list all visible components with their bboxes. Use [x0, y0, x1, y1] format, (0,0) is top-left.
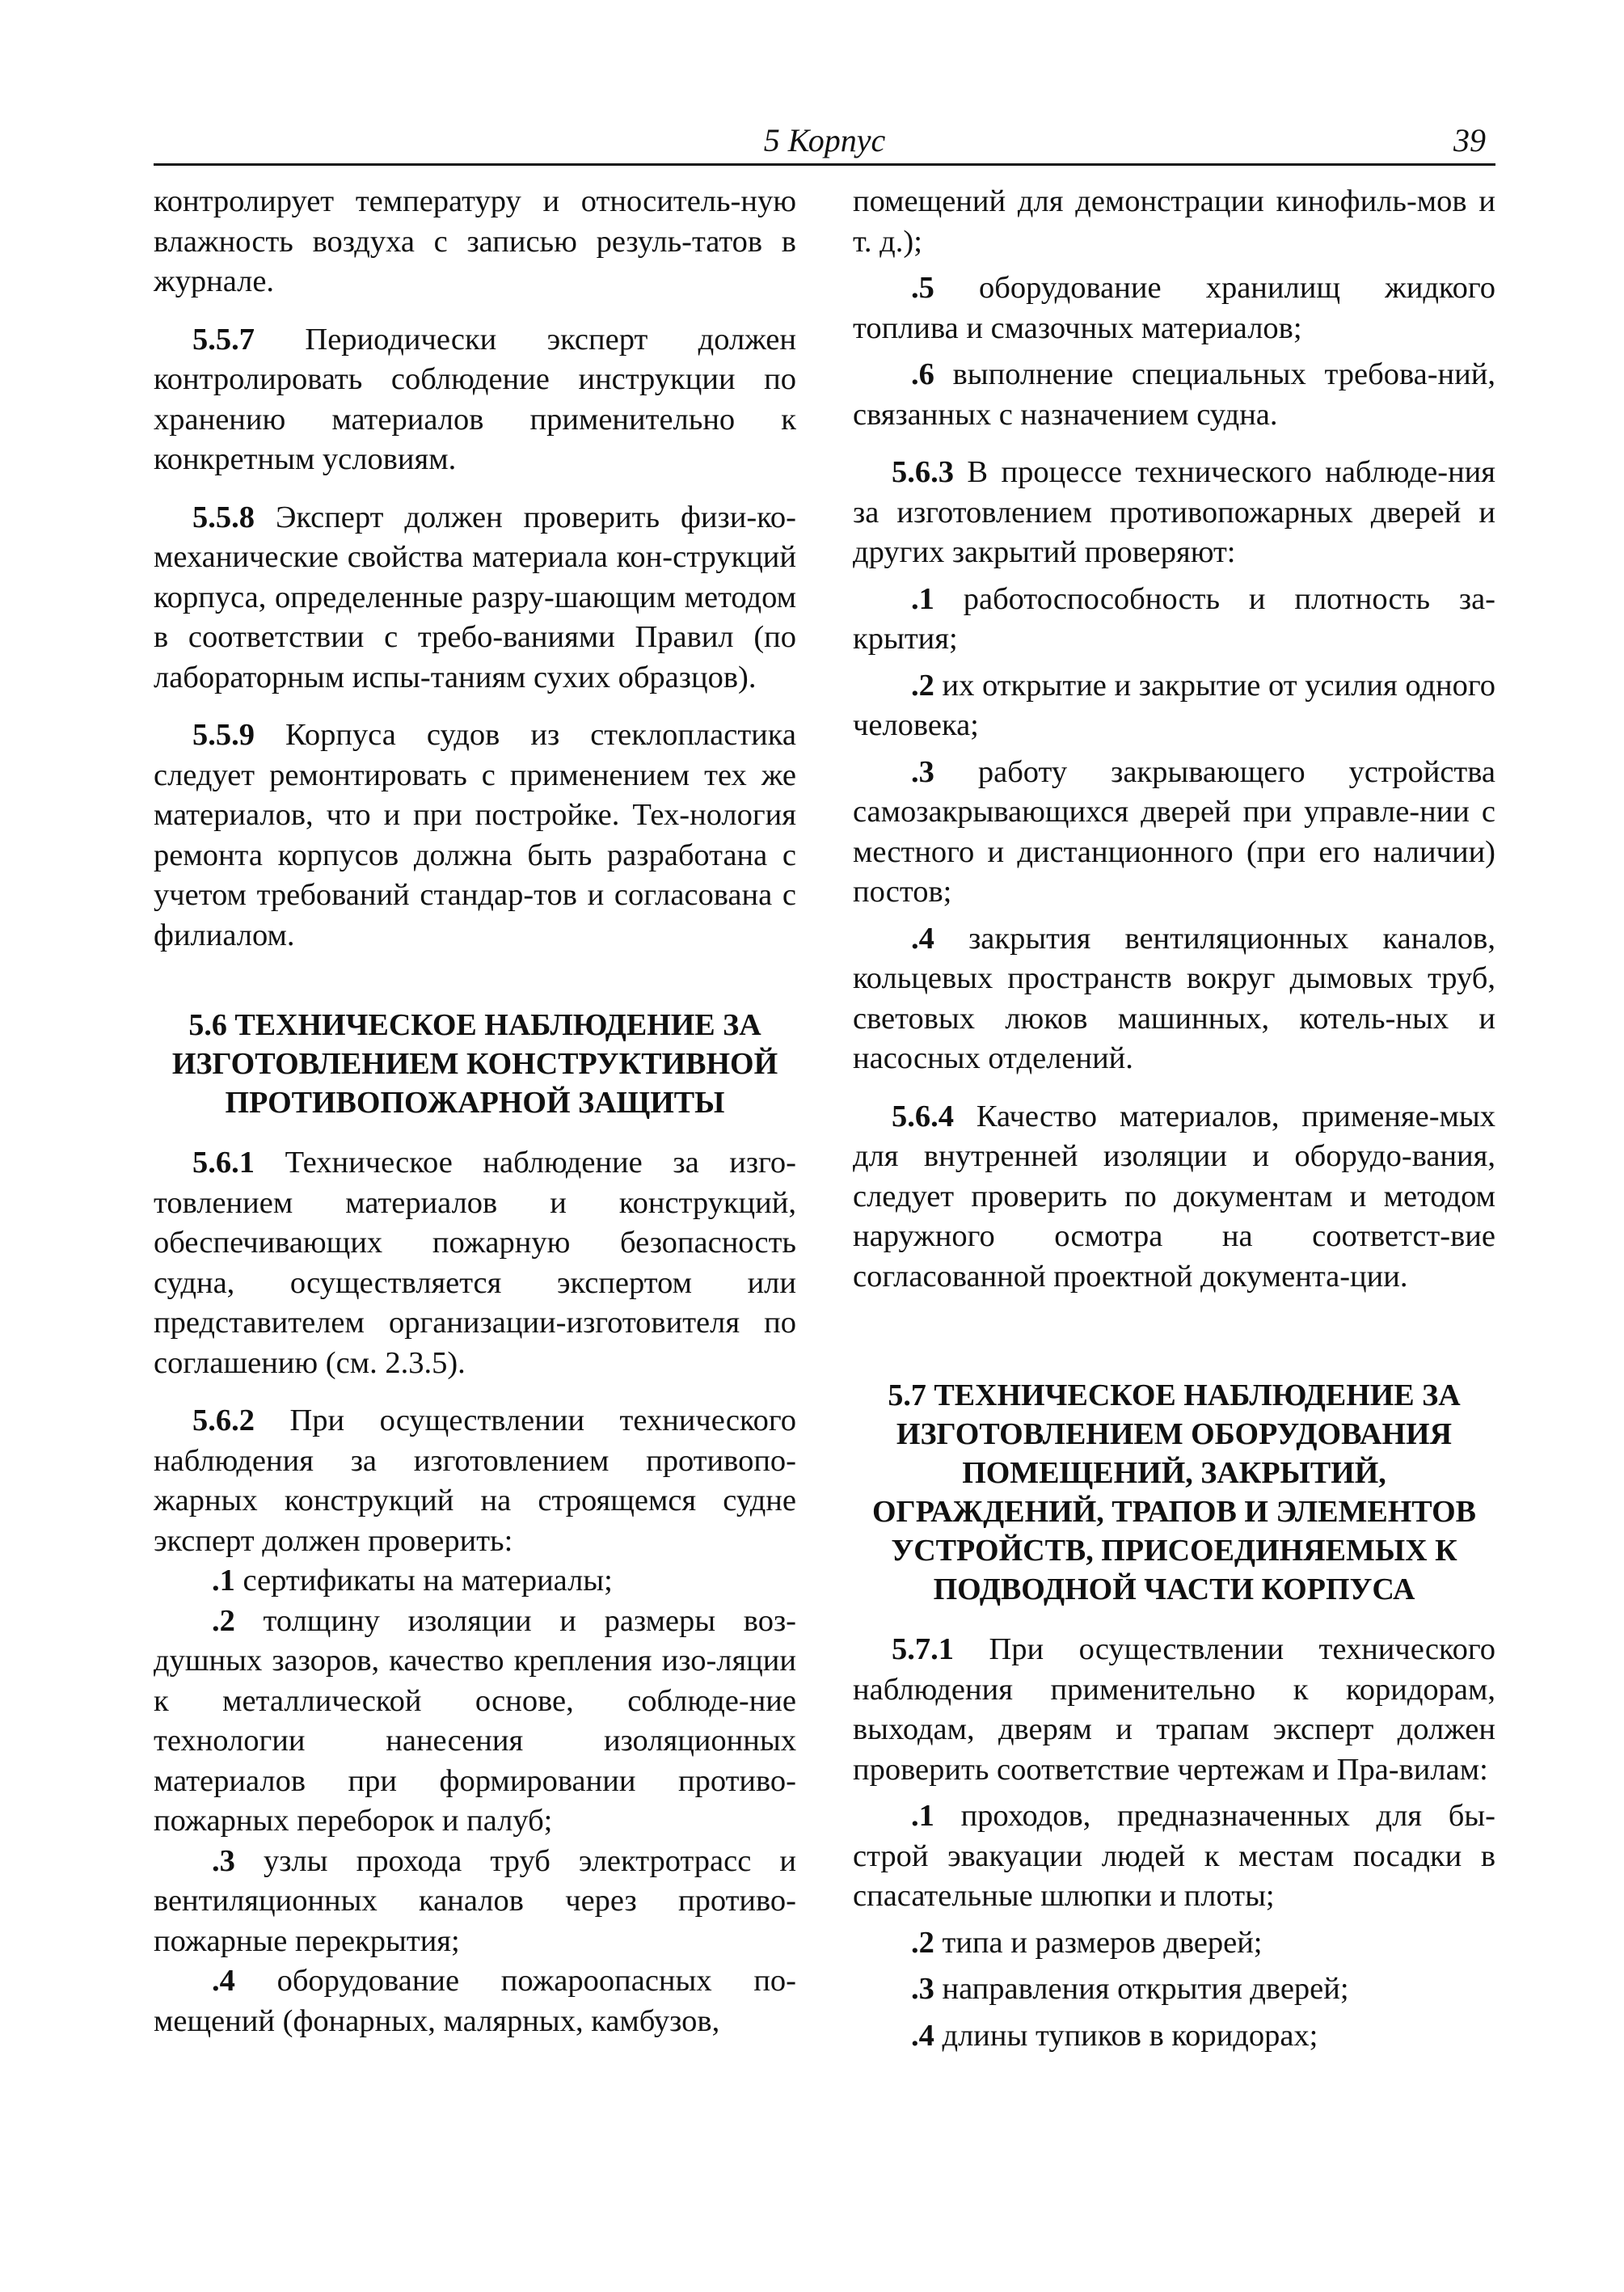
list-item	[853, 1969, 1495, 2010]
paragraph-text: Качество материалов, применяе-мых для внутренней изоляции и оборудо-вания, следует проверить по документам и методом наружного осмотра на соответст-вие согласованной проектной документа-ции.	[853, 1099, 1495, 1294]
item-text: их открытие и закрытие от усилия одного человека;	[853, 668, 1495, 742]
paragraph-text: В процессе технического наблюде-ния за изготовлением противопожарных дверей и других закрытий проверяют:	[853, 455, 1495, 569]
item-number: .2	[911, 668, 934, 703]
left-column	[154, 182, 796, 2041]
paragraph-continued: контролирует температуру и относитель-ную влажность воздуха с записью резуль-татов в журнале.	[154, 184, 796, 298]
clause-number: 5.6.3	[892, 455, 954, 489]
list-item	[853, 355, 1495, 435]
paragraph-text: При осуществлении технического наблюдения применительно к коридорам, выходам, дверям и трапам эксперт должен проверить соответствие чертежам и Пра-вилам:	[853, 1632, 1495, 1787]
clause-number: 5.5.9	[192, 718, 255, 752]
item-text: работоспособность и плотность за-крытия;	[853, 581, 1495, 656]
paragraph-5-5-9	[154, 715, 796, 956]
list-item	[853, 753, 1495, 913]
list-item	[853, 1796, 1495, 1917]
item-number: .1	[212, 1564, 235, 1598]
item-number: .2	[911, 1925, 934, 1960]
item-text: работу закрывающего устройства самозакрывающихся дверей при управле-нии с местного и дистанционного (при его наличии) постов;	[853, 754, 1495, 909]
item-number: .1	[911, 1799, 934, 1833]
paragraph-text: Техническое наблюдение за изго-товлением материалов и конструкций, обеспечивающих пожарную безопасность судна, осуществляется экспертом или представителем организации-изготовителя по соглашению (см. 2.3.5).	[154, 1146, 796, 1380]
item-text: длины тупиков в коридорах;	[934, 2018, 1318, 2053]
paragraph-5-6-3	[853, 453, 1495, 573]
item-text: проходов, предназначенных для бы-строй эвакуации людей к местам посадки в спасательные шлюпки и плоты;	[853, 1799, 1495, 1913]
section-heading-5-6: 5.6 ТЕХНИЧЕСКОЕ НАБЛЮДЕНИЕ ЗА ИЗГОТОВЛЕНИЕМ КОНСТРУКТИВНОЙ ПРОТИВОПОЖАРНОЙ ЗАЩИТЫ	[171, 1008, 778, 1120]
clause-number: 5.6.4	[892, 1099, 954, 1133]
list-item	[154, 1561, 796, 1602]
item-text: выполнение специальных требова-ний, связанных с назначением судна.	[853, 357, 1495, 432]
list-item	[154, 1842, 796, 1962]
list-item	[853, 2016, 1495, 2057]
item-text: оборудование хранилищ жидкого топлива и смазочных материалов;	[853, 271, 1495, 345]
item-text: оборудование пожароопасных по-мещений (фонарных, малярных, камбузов,	[154, 1964, 796, 2038]
paragraph-5-7-1	[853, 1630, 1495, 1790]
item-number: .2	[212, 1603, 235, 1638]
item-text: сертификаты на материалы;	[234, 1564, 613, 1598]
item-text: типа и размеров дверей;	[934, 1925, 1263, 1960]
item-number: .6	[911, 357, 934, 391]
item-number: .5	[911, 271, 934, 305]
item-text: узлы прохода труб электротрасс и вентиляционных каналов через противо-пожарные перекрытия;	[154, 1843, 796, 1958]
paragraph-text: Эксперт должен проверить физи-ко-механические свойства материала кон-струкций корпуса, определенные разру-шающим методом в соответствии с требо-ваниями Правил (по лабораторным испы-таниям сухих образцов).	[154, 500, 796, 694]
paragraph-5-6-4	[853, 1097, 1495, 1298]
clause-number: 5.6.2	[192, 1403, 255, 1437]
paragraph-5-6-2	[154, 1401, 796, 1561]
list-item	[853, 666, 1495, 746]
list-item	[853, 919, 1495, 1079]
paragraph-5-5-7	[154, 320, 796, 480]
running-header	[154, 121, 1495, 166]
list-item	[154, 1602, 796, 1842]
clause-number: 5.6.1	[192, 1146, 255, 1180]
list-item	[154, 1961, 796, 2041]
list-item	[853, 1923, 1495, 1964]
section-heading-5-7: 5.7 ТЕХНИЧЕСКОЕ НАБЛЮДЕНИЕ ЗА ИЗГОТОВЛЕНИЕМ ОБОРУДОВАНИЯ ПОМЕЩЕНИЙ, ЗАКРЫТИЙ, ОГРАЖДЕНИЙ, ТРАПОВ И ЭЛЕМЕНТОВ УСТРОЙСТВ, ПРИСОЕДИНЯЕМЫХ К ПОДВОДНОЙ ЧАСТИ КОРПУСА	[871, 1378, 1477, 1606]
list-item	[853, 580, 1495, 660]
paragraph-continued: помещений для демонстрации кинофиль-мов и т. д.);	[853, 184, 1495, 259]
item-number: .4	[911, 921, 934, 956]
page-number: 39	[1453, 122, 1486, 158]
item-text: закрытия вентиляционных каналов, кольцевых пространств вокруг дымовых труб, световых люков машинных, котель-ных и насосных отделений.	[853, 921, 1495, 1075]
item-text: толщину изоляции и размеры воз-душных зазоров, качество крепления изо-ляции к металлической основе, соблюде-ние технологии нанесения изоляционных материалов при формировании противо-пожарных переборок и палуб;	[154, 1603, 796, 1838]
list-item	[853, 268, 1495, 348]
paragraph-5-5-8	[154, 498, 796, 699]
item-number: .4	[911, 2018, 934, 2053]
paragraph-text: Периодически эксперт должен контролировать соблюдение инструкции по хранению материалов применительно к конкретным условиям.	[154, 322, 796, 476]
right-column	[853, 182, 1495, 2056]
paragraph-text: При осуществлении технического наблюдения за изготовлением противопо-жарных конструкций на строящемся судне эксперт должен проверить:	[154, 1403, 796, 1558]
paragraph-text: Корпуса судов из стеклопластика следует ремонтировать с применением тех же материалов, что и при постройке. Тех-нология ремонта корпусов должна быть разработана с учетом требований стандар-тов и согласована с филиалом.	[154, 718, 796, 952]
item-number: .4	[212, 1964, 235, 1998]
clause-number: 5.7.1	[892, 1632, 954, 1666]
paragraph-5-6-1	[154, 1143, 796, 1383]
clause-number: 5.5.8	[192, 500, 255, 534]
item-number: .3	[911, 1972, 934, 2006]
running-title: 5 Корпус	[763, 122, 886, 158]
item-number: .3	[212, 1843, 235, 1878]
item-number: .1	[911, 581, 934, 616]
item-text: направления открытия дверей;	[934, 1972, 1349, 2006]
item-number: .3	[911, 754, 934, 789]
clause-number: 5.5.7	[192, 322, 255, 357]
